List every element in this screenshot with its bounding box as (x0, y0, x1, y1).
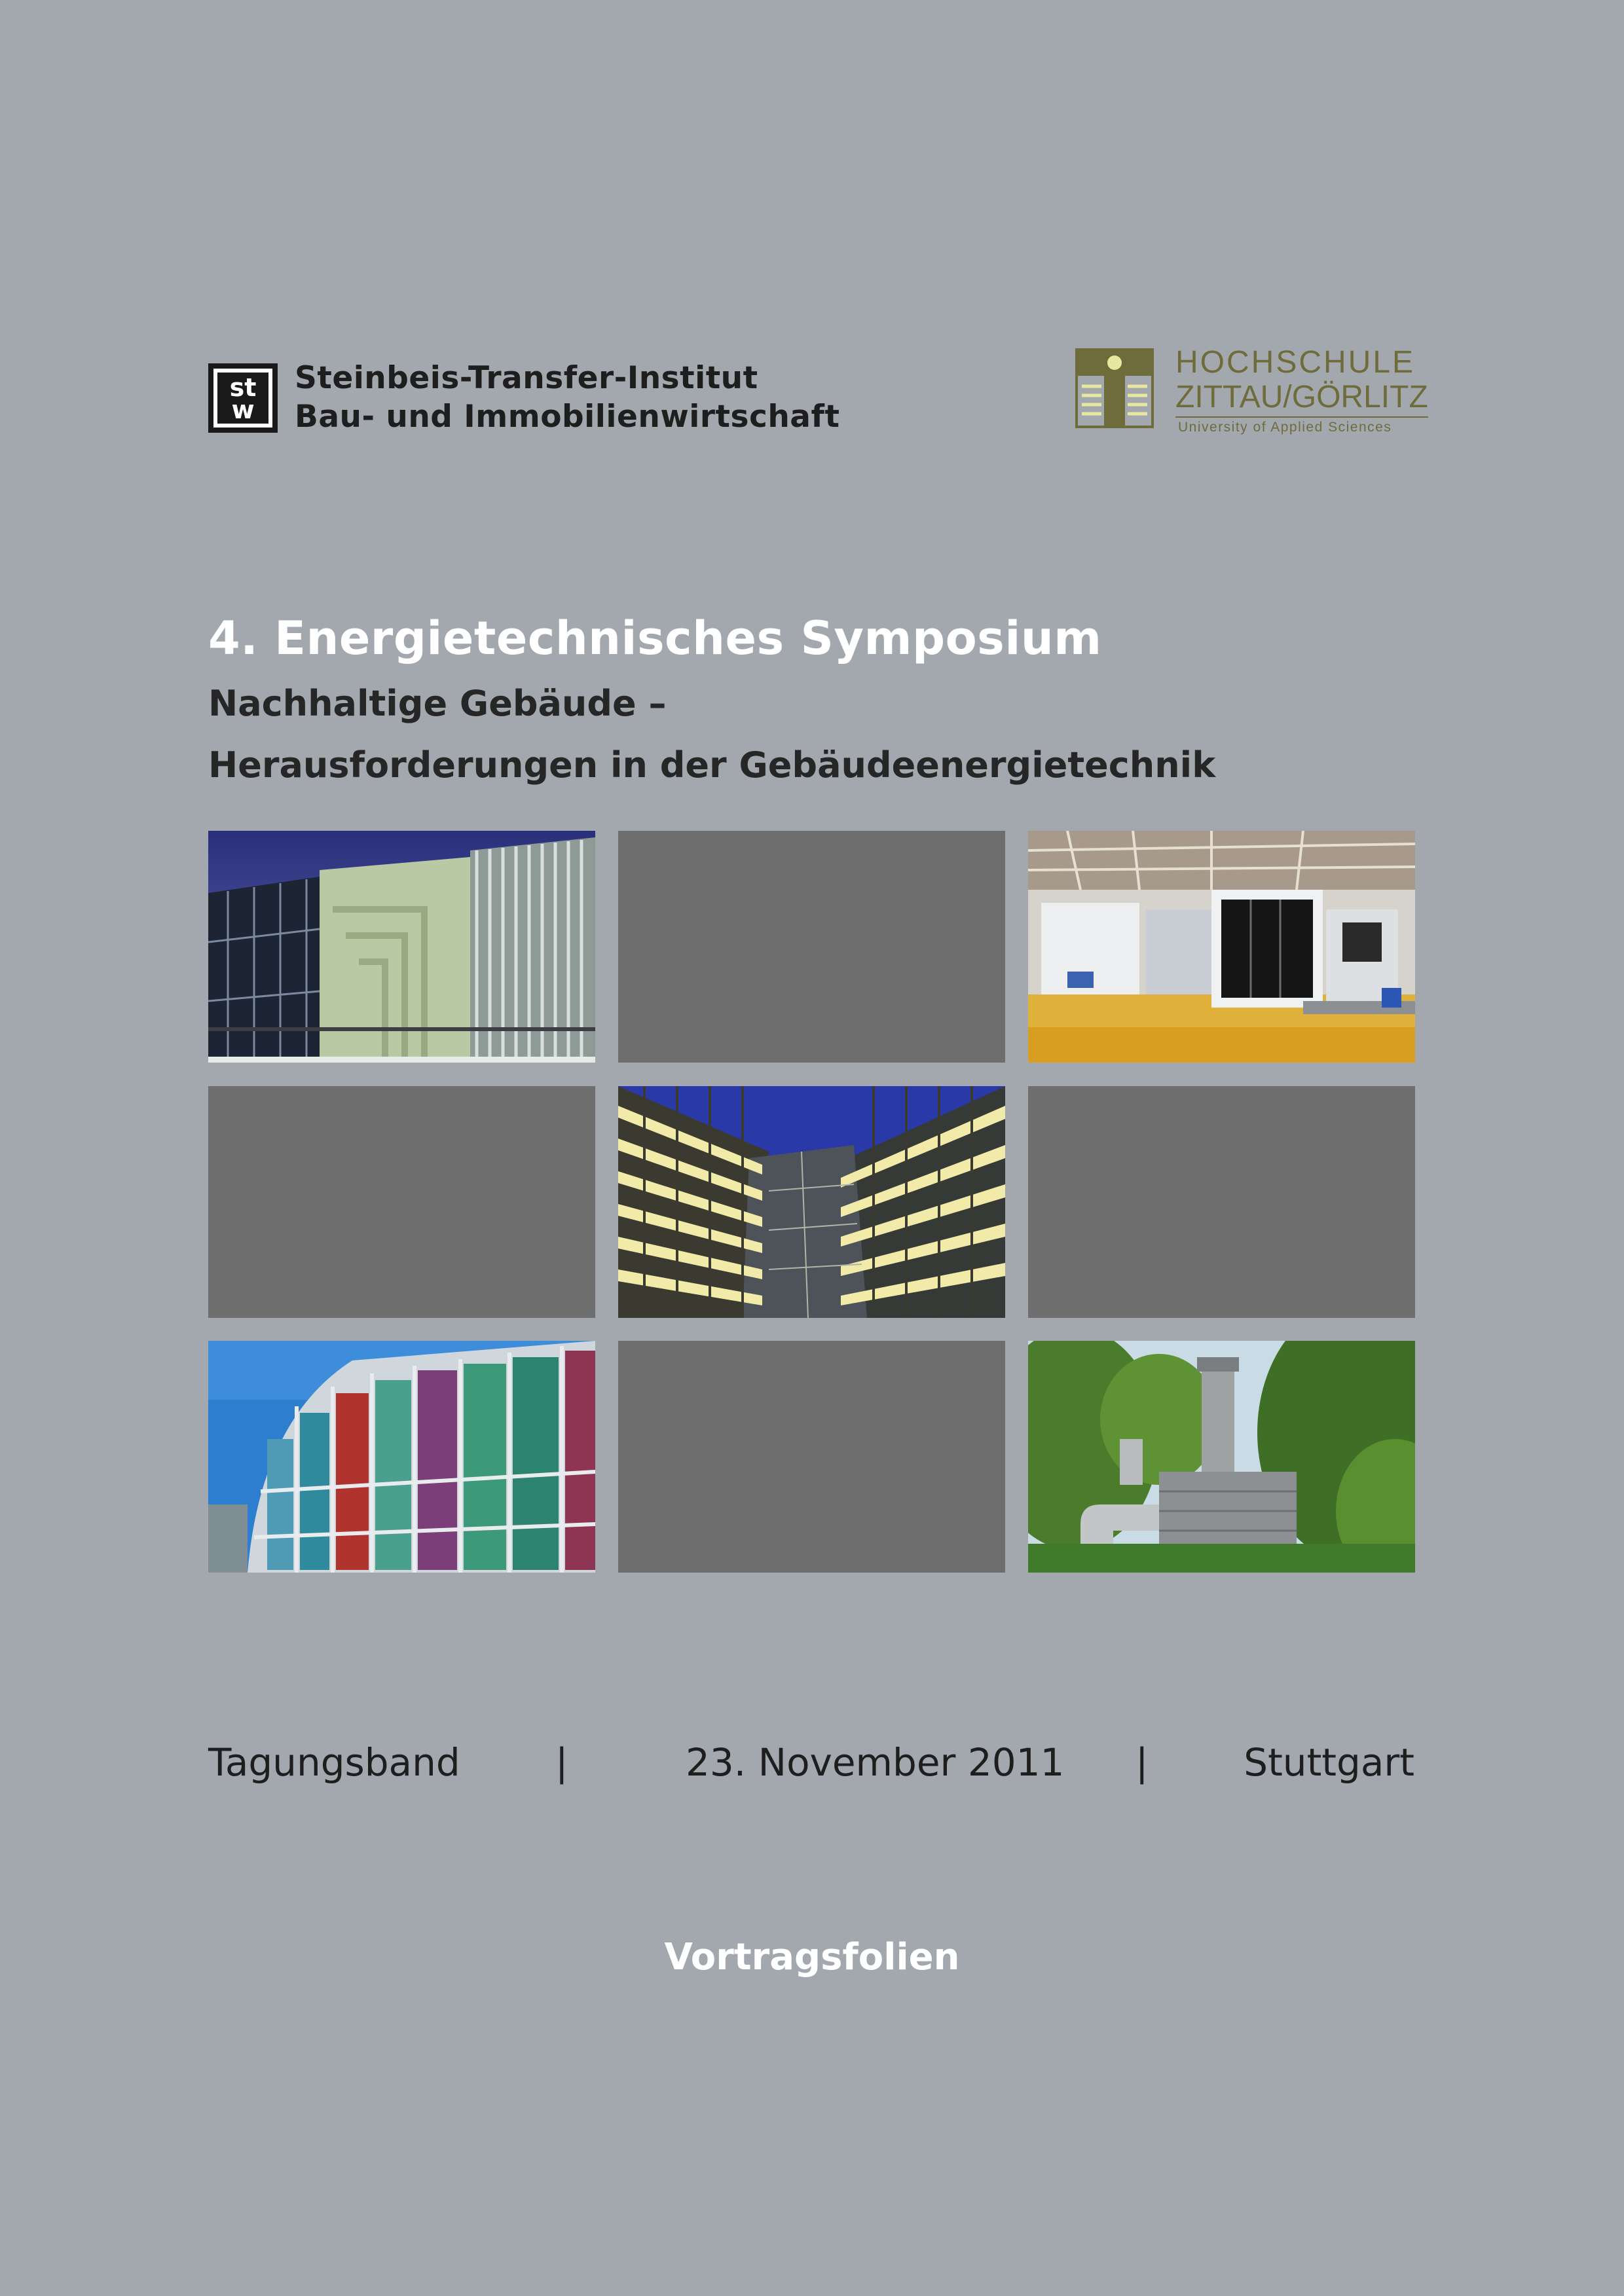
hochschule-line1: HOCHSCHULE (1175, 345, 1416, 380)
hochschule-name (1175, 344, 1428, 437)
photo-colorful-curved-facade (208, 1341, 595, 1573)
placeholder-tile (1028, 1086, 1415, 1318)
photo-chp-plant-in-trees (1028, 1341, 1415, 1573)
info-date: 23. November 2011 (686, 1740, 1065, 1785)
stw-logo-text-bottom: w (231, 395, 255, 424)
hochschule-logo (1075, 348, 1154, 428)
subtitle (208, 673, 1215, 796)
photo-modern-building-facade (208, 831, 595, 1063)
info-separator: | (1135, 1740, 1149, 1785)
placeholder-tile (618, 831, 1005, 1063)
placeholder-tile (618, 1341, 1005, 1573)
document-type-label: Vortragsfolien (664, 1936, 960, 1978)
hochschule-line2: ZITTAU/GÖRLITZ (1175, 381, 1428, 418)
stw-logo-text-top: st (229, 373, 257, 402)
placeholder-tile (208, 1086, 595, 1318)
hochschule-line3: University of Applied Sciences (1178, 420, 1392, 435)
page-title: 4. Energietechnisches Symposium (208, 611, 1102, 665)
info-separator: | (555, 1740, 568, 1785)
stw-institute-name (295, 359, 840, 436)
stw-name-line1: Steinbeis-Transfer-Institut (295, 360, 758, 396)
subtitle-line1: Nachhaltige Gebäude – (208, 683, 667, 724)
info-location: Stuttgart (1244, 1740, 1414, 1785)
stw-name-line2: Bau- und Immobilienwirtschaft (295, 399, 840, 435)
photo-laboratory-hall (1028, 831, 1415, 1063)
photo-glass-office-buildings (618, 1086, 1005, 1318)
subtitle-line2: Herausforderungen in der Gebäudeenergietechnik (208, 744, 1216, 786)
info-volume-type: Tagungsband (208, 1740, 460, 1785)
stw-logo (208, 363, 278, 433)
